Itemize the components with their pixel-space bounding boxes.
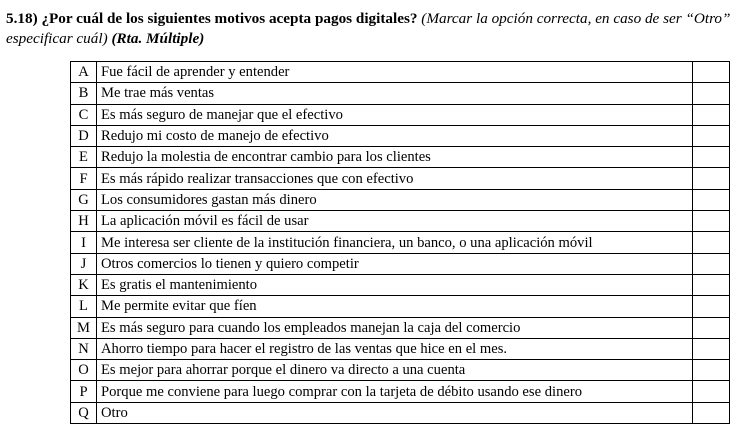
option-checkbox-cell[interactable] [693,338,730,359]
question-heading [6,9,743,49]
option-text: Es gratis el mantenimiento [97,274,693,295]
option-row [71,274,730,295]
option-text: Otros comercios lo tienen y quiero competir [97,253,693,274]
option-checkbox-cell[interactable] [693,381,730,402]
option-letter: H [71,211,97,232]
option-letter: A [71,62,97,83]
option-text: Redujo mi costo de manejo de efectivo [97,125,693,146]
option-checkbox-cell[interactable] [693,147,730,168]
option-row [71,189,730,210]
option-text: Otro [97,402,693,423]
option-text: Es más rápido realizar transacciones que con efectivo [97,168,693,189]
option-letter: C [71,104,97,125]
option-letter: P [71,381,97,402]
option-checkbox-cell[interactable] [693,296,730,317]
question-text: ¿Por cuál de los siguientes motivos acepta pagos digitales? [41,10,418,27]
option-row [71,296,730,317]
option-letter: D [71,125,97,146]
option-text: Me interesa ser cliente de la institución financiera, un banco, o una aplicación móvil [97,232,693,253]
option-checkbox-cell[interactable] [693,317,730,338]
option-text: Me permite evitar que fíen [97,296,693,317]
option-row [71,381,730,402]
option-checkbox-cell[interactable] [693,189,730,210]
option-letter: B [71,83,97,104]
option-checkbox-cell[interactable] [693,168,730,189]
option-letter: K [71,274,97,295]
option-row [71,232,730,253]
option-text: Los consumidores gastan más dinero [97,189,693,210]
option-checkbox-cell[interactable] [693,402,730,423]
option-row [71,168,730,189]
option-text: Fue fácil de aprender y entender [97,62,693,83]
option-letter: L [71,296,97,317]
option-checkbox-cell[interactable] [693,83,730,104]
option-checkbox-cell[interactable] [693,274,730,295]
option-row [71,253,730,274]
option-checkbox-cell[interactable] [693,211,730,232]
question-number: 5.18) [6,10,38,27]
options-table-body [71,62,730,424]
option-letter: F [71,168,97,189]
option-checkbox-cell[interactable] [693,104,730,125]
option-text: Porque me conviene para luego comprar con la tarjeta de débito usando ese dinero [97,381,693,402]
option-row [71,338,730,359]
option-checkbox-cell[interactable] [693,232,730,253]
option-checkbox-cell[interactable] [693,125,730,146]
answer-type: (Rta. Múltiple) [111,30,205,47]
option-text: Redujo la molestia de encontrar cambio para los clientes [97,147,693,168]
option-checkbox-cell[interactable] [693,253,730,274]
option-row [71,125,730,146]
option-text: Es más seguro para cuando los empleados manejan la caja del comercio [97,317,693,338]
option-letter: E [71,147,97,168]
option-letter: I [71,232,97,253]
option-text: La aplicación móvil es fácil de usar [97,211,693,232]
option-checkbox-cell[interactable] [693,360,730,381]
option-letter: J [71,253,97,274]
option-row [71,211,730,232]
option-row [71,83,730,104]
option-row [71,360,730,381]
option-row [71,147,730,168]
option-text: Me trae más ventas [97,83,693,104]
option-checkbox-cell[interactable] [693,62,730,83]
option-text: Es más seguro de manejar que el efectivo [97,104,693,125]
option-row [71,104,730,125]
option-row [71,402,730,423]
option-letter: G [71,189,97,210]
option-letter: M [71,317,97,338]
option-letter: Q [71,402,97,423]
option-row [71,317,730,338]
option-text: Es mejor para ahorrar porque el dinero va directo a una cuenta [97,360,693,381]
option-letter: O [71,360,97,381]
options-table [70,61,730,424]
question-instruction: (Marcar la opción correcta, en caso de ser “Otro” especificar cuál) [6,10,731,47]
option-row [71,62,730,83]
option-letter: N [71,338,97,359]
option-text: Ahorro tiempo para hacer el registro de las ventas que hice en el mes. [97,338,693,359]
